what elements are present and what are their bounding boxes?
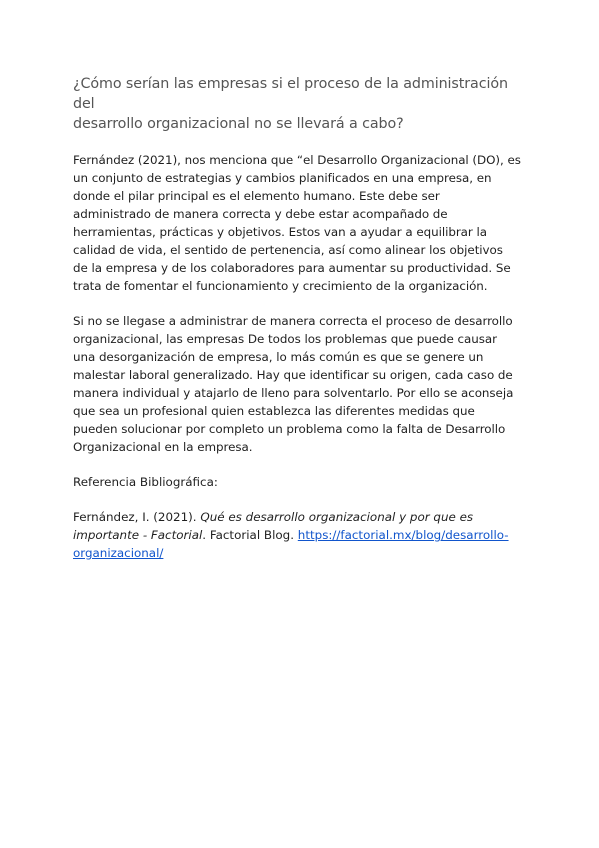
paragraph-line: Fernández (2021), nos menciona que “el Desarrollo Organizacional (DO), es [73,153,521,167]
reference-title-part2: importante - Factorial [73,528,203,542]
paragraph-line: calidad de vida, el sentido de pertenencia, así como alinear los objetivos [73,243,503,257]
paragraph-line: malestar laboral generalizado. Hay que identificar su origen, cada caso de [73,368,513,382]
paragraph-line: administrado de manera correcta y debe estar acompañado de [73,207,448,221]
paragraph-line: un conjunto de estrategias y cambios planificados en una empresa, en [73,171,492,185]
paragraph-definition [73,151,528,295]
reference-title-part1: Qué es desarrollo organizacional y por que es [200,510,474,524]
reference-link-continued[interactable]: organizacional/ [73,546,164,560]
paragraph-line: manera individual y atajarlo de lleno para solventarlo. Por ello se aconseja [73,386,514,400]
paragraph-line: Si no se llegase a administrar de manera correcta el proceso de desarrollo [73,314,513,328]
reference-link[interactable]: https://factorial.mx/blog/desarrollo- [297,528,509,542]
paragraph-line: de la empresa y de los colaboradores para aumentar su productividad. Se [73,261,511,275]
paragraph-line: trata de fomentar el funcionamiento y crecimiento de la organización. [73,279,488,293]
paragraph-line: pueden solucionar por completo un problema como la falta de Desarrollo [73,422,506,436]
paragraph-consequences [73,312,528,456]
reference-line-2 [73,526,528,544]
reference-entry [73,508,528,562]
paragraph-line: donde el pilar principal es el elemento humano. Este debe ser [73,189,440,203]
reference-line-1 [73,508,528,526]
paragraph-line: que sea un profesional quien establezca las diferentes medidas que [73,404,475,418]
document-title [73,74,528,134]
reference-author-year: Fernández, I. (2021). [73,510,201,524]
title-line-1: ¿Cómo serían las empresas si el proceso de la administración del [73,76,508,112]
reference-heading: Referencia Bibliográfica: [73,475,218,489]
reference-line-3 [73,544,528,562]
paragraph-line: organizacional, las empresas De todos los problemas que puede causar [73,332,497,346]
title-line-2: desarrollo organizacional no se llevará a cabo? [73,116,404,132]
paragraph-line: Organizacional en la empresa. [73,440,253,454]
paragraph-line: una desorganización de empresa, lo más común es que se genere un [73,350,484,364]
reference-source: . Factorial Blog. [202,528,298,542]
paragraph-line: herramientas, prácticas y objetivos. Estos van a ayudar a equilibrar la [73,225,487,239]
document-page [73,74,528,562]
